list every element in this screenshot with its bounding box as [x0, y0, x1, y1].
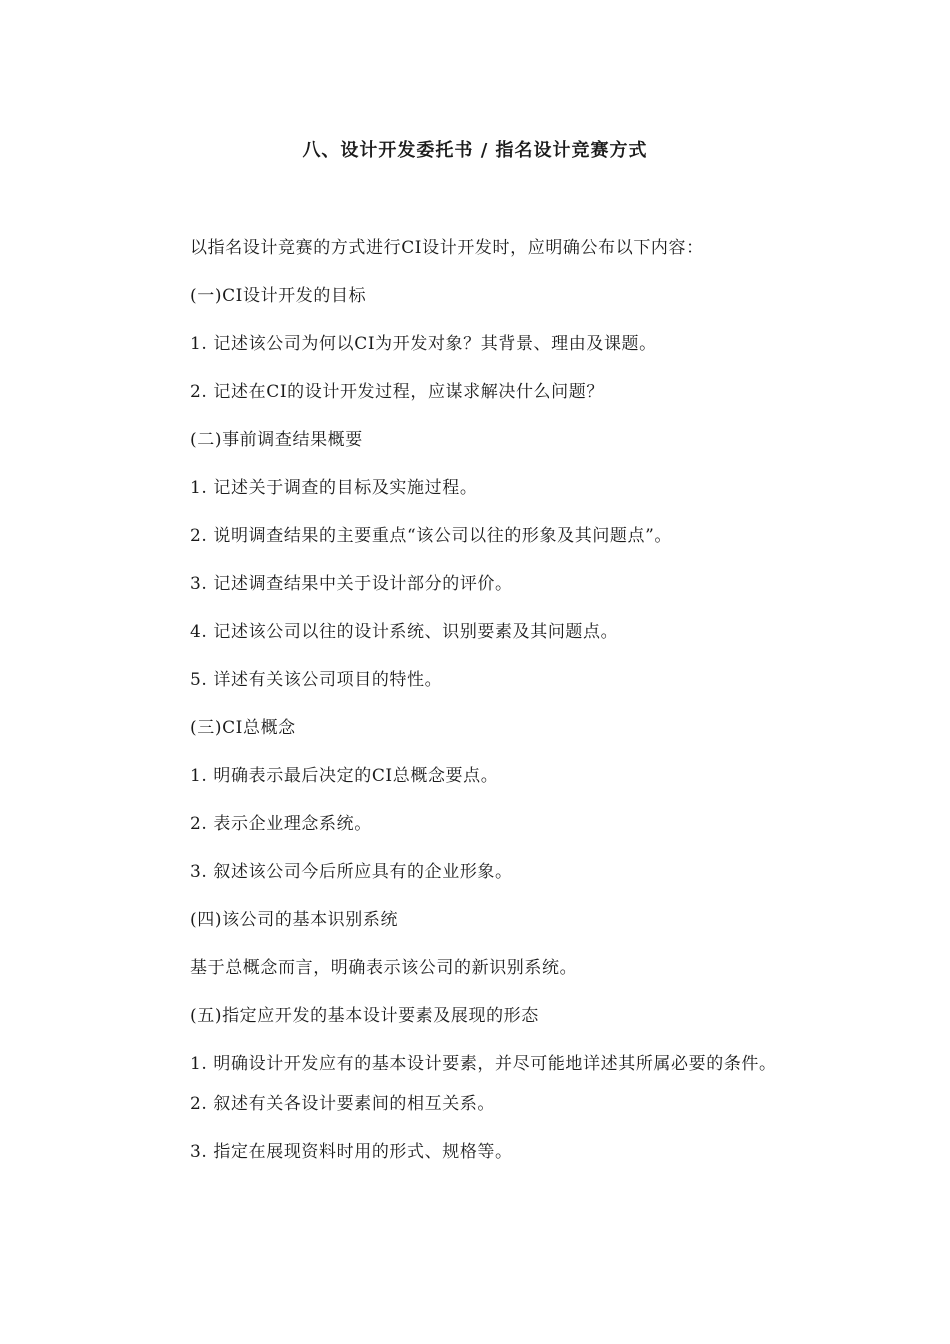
- section-heading-2: (二)事前调查结果概要: [190, 430, 363, 450]
- section-heading-4: (四)该公司的基本识别系统: [190, 910, 399, 930]
- list-item: 3. 指定在展现资料时用的形式、规格等。: [190, 1142, 513, 1162]
- intro-paragraph: 以指名设计竞赛的方式进行CI设计开发时，应明确公布以下内容：: [190, 238, 704, 258]
- body-paragraph: 基于总概念而言，明确表示该公司的新识别系统。: [190, 958, 578, 978]
- list-item: 1. 记述关于调查的目标及实施过程。: [190, 478, 478, 498]
- list-item: 1. 记述该公司为何以CI为开发对象？其背景、理由及课题。: [190, 334, 657, 354]
- list-item: 1. 明确表示最后决定的CI总概念要点。: [190, 766, 499, 786]
- document-title: 八、设计开发委托书 / 指名设计竞赛方式: [302, 140, 648, 161]
- section-heading-5: (五)指定应开发的基本设计要素及展现的形态: [190, 1006, 539, 1026]
- list-item: 1. 明确设计开发应有的基本设计要素，并尽可能地详述其所属必要的条件。: [190, 1054, 777, 1074]
- list-item: 2. 叙述有关各设计要素间的相互关系。: [190, 1094, 496, 1114]
- list-item: 3. 记述调查结果中关于设计部分的评价。: [190, 574, 513, 594]
- list-item: 3. 叙述该公司今后所应具有的企业形象。: [190, 862, 513, 882]
- section-heading-3: (三)CI总概念: [190, 718, 296, 738]
- document-body: [145, 235, 810, 1187]
- list-item: 4. 记述该公司以往的设计系统、识别要素及其问题点。: [190, 622, 619, 642]
- list-item: 2. 记述在CI的设计开发过程，应谋求解决什么问题？: [190, 382, 604, 402]
- list-item: 2. 表示企业理念系统。: [190, 814, 372, 834]
- list-item: 2. 说明调查结果的主要重点“该公司以往的形象及其问题点”。: [190, 526, 673, 546]
- list-item: 5. 详述有关该公司项目的特性。: [190, 670, 443, 690]
- section-heading-1: (一)CI设计开发的目标: [190, 286, 367, 306]
